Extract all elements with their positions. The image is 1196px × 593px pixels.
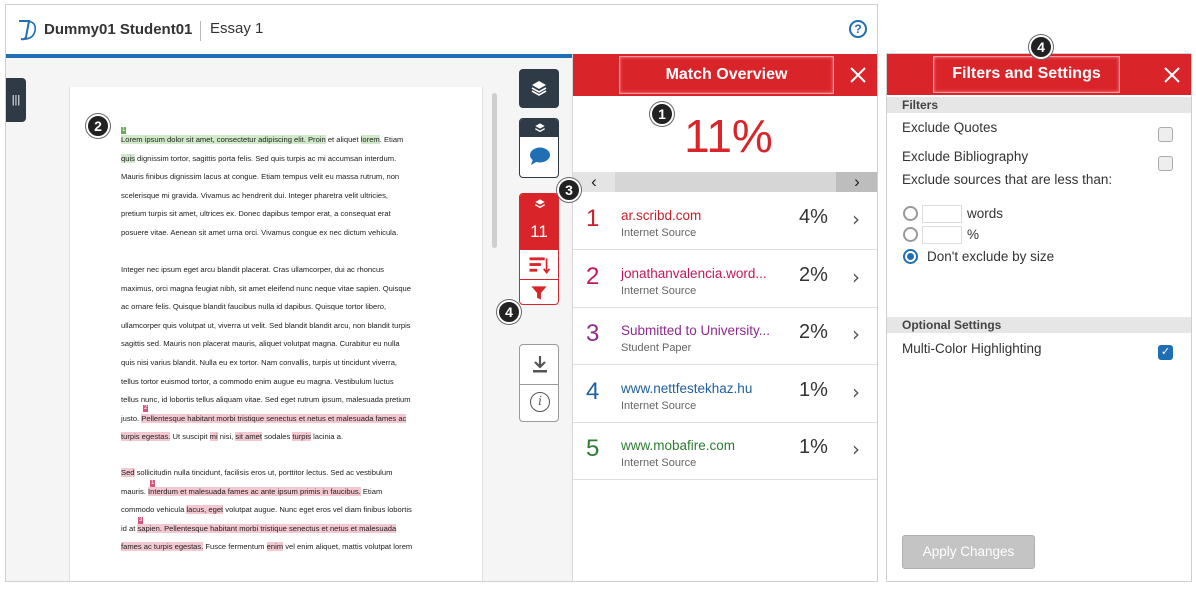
comment-icon [529,146,551,166]
document-line [121,317,433,336]
matched-text[interactable]: sit amet [235,432,262,442]
document-line [121,150,433,169]
document-text: Fusce fermentum [203,542,267,552]
filters-section-header: Filters [887,97,1191,113]
document-text: volutpat augue. Nunc eget eros vel diam finibus lobortis [223,505,412,515]
source-row[interactable] [573,251,878,308]
matched-text[interactable]: Interdum et malesuada fames ac ante ipsum primis in faucibus. [148,486,361,496]
feedback-layer-button[interactable] [519,118,559,178]
document-text: sagittis sed. Mauris non placerat mauris, aliquet volutpat magna. Curabitur eu nulla [121,339,400,349]
words-unit-label: words [967,206,1004,221]
match-overview-title: Match Overview [665,66,788,83]
matched-text[interactable]: Pellentesque habitant morbi tristique senectus et netus et malesuada fames ac [141,413,407,423]
source-type: Internet Source [621,399,697,412]
match-marker[interactable]: 3 [139,517,143,523]
document-text: pretium turpis sit amet, ultrices ex. Donec dapibus tempor erat, a consequat erat [121,209,391,219]
layers-icon [534,122,546,134]
document-text: Mauris finibus dignissim lacus at congue. Etiam tempus velit eu massa rutrum, non [121,172,400,182]
document-line [121,224,433,243]
document-text: vel enim aliquet, mattis volutpat lorem [283,542,413,552]
document-line [121,131,433,150]
source-type: Internet Source [621,284,697,297]
optional-settings-header: Optional Settings [887,317,1191,333]
exclude-size-label: Exclude sources that are less than: [902,172,1113,187]
document-line [121,501,433,520]
document-text: lacinia a. [310,432,344,442]
chevron-right-icon[interactable]: › [852,264,860,289]
source-number: 1 [586,205,600,232]
similarity-layer-group[interactable] [519,193,559,305]
match-overview-header [573,54,878,96]
source-percent: 1% [799,436,828,458]
layers-icon [534,198,546,210]
exclude-quotes-label: Exclude Quotes [902,120,998,135]
percent-unit-label: % [967,227,980,242]
similarity-layer-header[interactable] [520,194,558,250]
document-text: maximus, orci magna feugiat nibh, sit amet eleifend nunc neque vitae sapien. Quisque [121,283,411,293]
document-line [121,298,433,317]
assignment-title: Essay 1 [210,20,264,37]
chevron-right-icon[interactable]: › [852,207,860,231]
matched-text[interactable]: fames ac turpis egestas. [121,542,204,552]
paragraph [121,261,433,447]
exclude-quotes-checkbox[interactable] [1158,127,1173,142]
match-marker[interactable]: 1 [151,480,155,486]
document-line [121,391,433,410]
match-navigation-bar [573,172,878,192]
paragraph [121,131,433,243]
document-text: ullamcorper quis volutpat ut, viverra ut velit. Sed blandit blandit arcu, non blandit turpis [121,320,411,330]
document-text: tellus tortor euismod tortor, a commodo enim augue eu magna. Vestibulum luctus [121,376,394,386]
callout-badge: 1 [650,102,674,126]
callout-badge: 4 [497,300,521,324]
source-name: www.mobafire.com [621,438,736,453]
matched-text[interactable]: enim [266,542,284,552]
dont-exclude-radio[interactable] [903,249,918,264]
document-line [121,187,433,206]
document-text: justo. [121,413,142,423]
chevron-right-icon[interactable]: › [836,172,878,192]
document-text: sodales [261,432,293,442]
matched-text[interactable]: quis [121,153,135,163]
multicolor-label: Multi-Color Highlighting [902,341,1042,356]
document-line [121,464,433,483]
title-divider [200,21,201,41]
chevron-right-icon[interactable]: › [852,379,860,404]
source-row[interactable] [573,193,878,250]
callout-badge: 3 [557,178,581,202]
apply-changes-button[interactable]: Apply Changes [902,535,1035,569]
filters-settings-panel [886,53,1192,582]
source-type: Student Paper [621,342,692,354]
source-percent: 2% [799,263,828,286]
document-scrollbar[interactable] [492,93,497,248]
sort-matches-icon[interactable] [520,254,558,276]
document-text: posuere vitae. Aenean sit amet urna orci. Vivamus congue ex nec dictum vehicula. [121,227,399,237]
callout-badge: 4 [1029,35,1053,59]
source-row[interactable] [573,308,878,365]
exclude-words-radio[interactable] [903,206,918,221]
document-line [121,373,433,392]
document-text: tellus nunc, id lobortis tellus aliquam vitae. Sed eget rutrum ipsum, malesuada pretium [121,395,411,405]
exclude-bibliography-checkbox[interactable] [1158,156,1173,171]
toolbar-divider [520,384,558,385]
document-text: Ut suscipit [170,432,210,442]
document-text: quis nisi varius blandit. Nulla eu ex tortor. Nam convallis, turpis ut tincidunt viverra, [121,357,398,367]
document-line [121,428,433,447]
document-line [121,483,433,502]
document-line [121,205,433,224]
student-name: Dummy01 Student01 [44,21,193,38]
document-line [121,520,433,539]
matched-text[interactable]: turpis egestas. [121,432,171,442]
source-percent: 2% [799,321,828,343]
paragraph [121,464,433,557]
source-percent: 4% [799,206,828,228]
match-marker[interactable]: 1 [122,127,126,133]
document-text: commodo vehicula [121,505,187,515]
multicolor-checkbox[interactable]: ✓ [1158,345,1173,360]
source-name: jonathanvalencia.word... [621,265,767,281]
matched-text[interactable]: lacus, eget [186,505,224,515]
source-number: 3 [586,320,600,347]
source-number: 4 [586,377,600,405]
matched-text[interactable]: lorem [360,135,380,144]
document-text: id at [121,523,138,533]
side-drawer-handle[interactable]: ||| [6,78,26,122]
source-name: Submitted to University... [621,323,771,338]
source-name: ar.scribd.com [621,208,702,223]
close-icon[interactable] [1161,64,1183,86]
document-text: Integer nec ipsum eget arcu blandit placerat. Cras ullamcorper, dui ac rhoncus [121,265,384,274]
exclude-percent-radio[interactable] [903,227,918,242]
feedback-layer-header [520,119,558,137]
source-percent: 1% [799,378,828,401]
source-type: Internet Source [621,227,697,239]
document-line [121,168,433,187]
document-line [121,280,433,299]
download-info-group [519,344,559,422]
download-icon[interactable] [531,354,549,374]
source-row[interactable] [573,423,878,480]
main-window [5,4,878,582]
source-number: 5 [586,435,600,462]
document-text: sollicitudin nulla tincidunt, facilisis eros ut, porttitor lectus. Sed ac vestibulum [134,468,393,477]
document-text: Etiam [360,486,383,496]
exclude-words-input[interactable] [922,205,962,223]
document-text: nisi, [217,432,236,442]
document-text: mauris. [121,486,149,496]
filters-header [887,54,1191,95]
document-text: ac ornare felis. Quisque blandit faucibus nulla id dapibus. Quisque tortor libero, [121,302,387,312]
help-icon[interactable]: ? [849,20,867,38]
document-line [121,354,433,373]
match-overview-panel [572,54,877,582]
source-name: www.nettfestekhaz.hu [621,380,753,396]
matched-text[interactable]: turpis [292,432,311,442]
chevron-right-icon[interactable]: › [852,322,860,346]
document-text: dignissim tortor, sagittis porta felis. Sed quis turpis ac mi accumsan interdum. [134,153,397,163]
matched-text[interactable]: mi [209,432,218,442]
exclude-bibliography-label: Exclude Bibliography [902,149,1029,164]
matched-text[interactable]: Lorem ipsum dolor sit amet, consectetur adipiscing elit. Proin [121,135,326,144]
match-marker[interactable]: 2 [144,405,148,411]
toolbar-divider [520,279,558,280]
source-row[interactable] [573,366,878,423]
source-number: 2 [586,262,600,290]
chevron-left-icon[interactable]: ‹ [573,172,615,192]
exclude-percent-input[interactable] [922,226,962,244]
dont-exclude-label: Don't exclude by size [927,249,1055,264]
callout-badge: 2 [86,114,110,138]
layers-button[interactable] [519,69,559,108]
close-icon[interactable] [847,64,869,86]
source-type: Internet Source [621,457,697,469]
document-text: et aliquet [325,135,361,144]
document-line [121,410,433,429]
document-line [121,335,433,354]
info-icon[interactable]: i [530,392,550,412]
filters-title: Filters and Settings [952,65,1101,82]
layers-icon [530,79,548,97]
matched-text[interactable]: sapien. Pellentesque habitant morbi tristique senectus et netus et malesuada [137,523,397,533]
matched-text[interactable]: Sed [121,468,135,477]
document-text: . Etiam [379,135,404,144]
turnitin-logo-icon [15,17,41,43]
document-line [121,538,433,557]
similarity-count: 11 [530,222,548,241]
overall-similarity-percent: 11% [684,110,773,162]
filter-icon[interactable] [520,284,558,302]
chevron-right-icon[interactable]: › [852,437,860,461]
document-line [121,261,433,280]
top-bar [6,5,877,54]
document-text: scelerisque mi gravida. Vivamus ac hendrerit dui. Integer pharetra velit ultricies, [121,190,389,200]
